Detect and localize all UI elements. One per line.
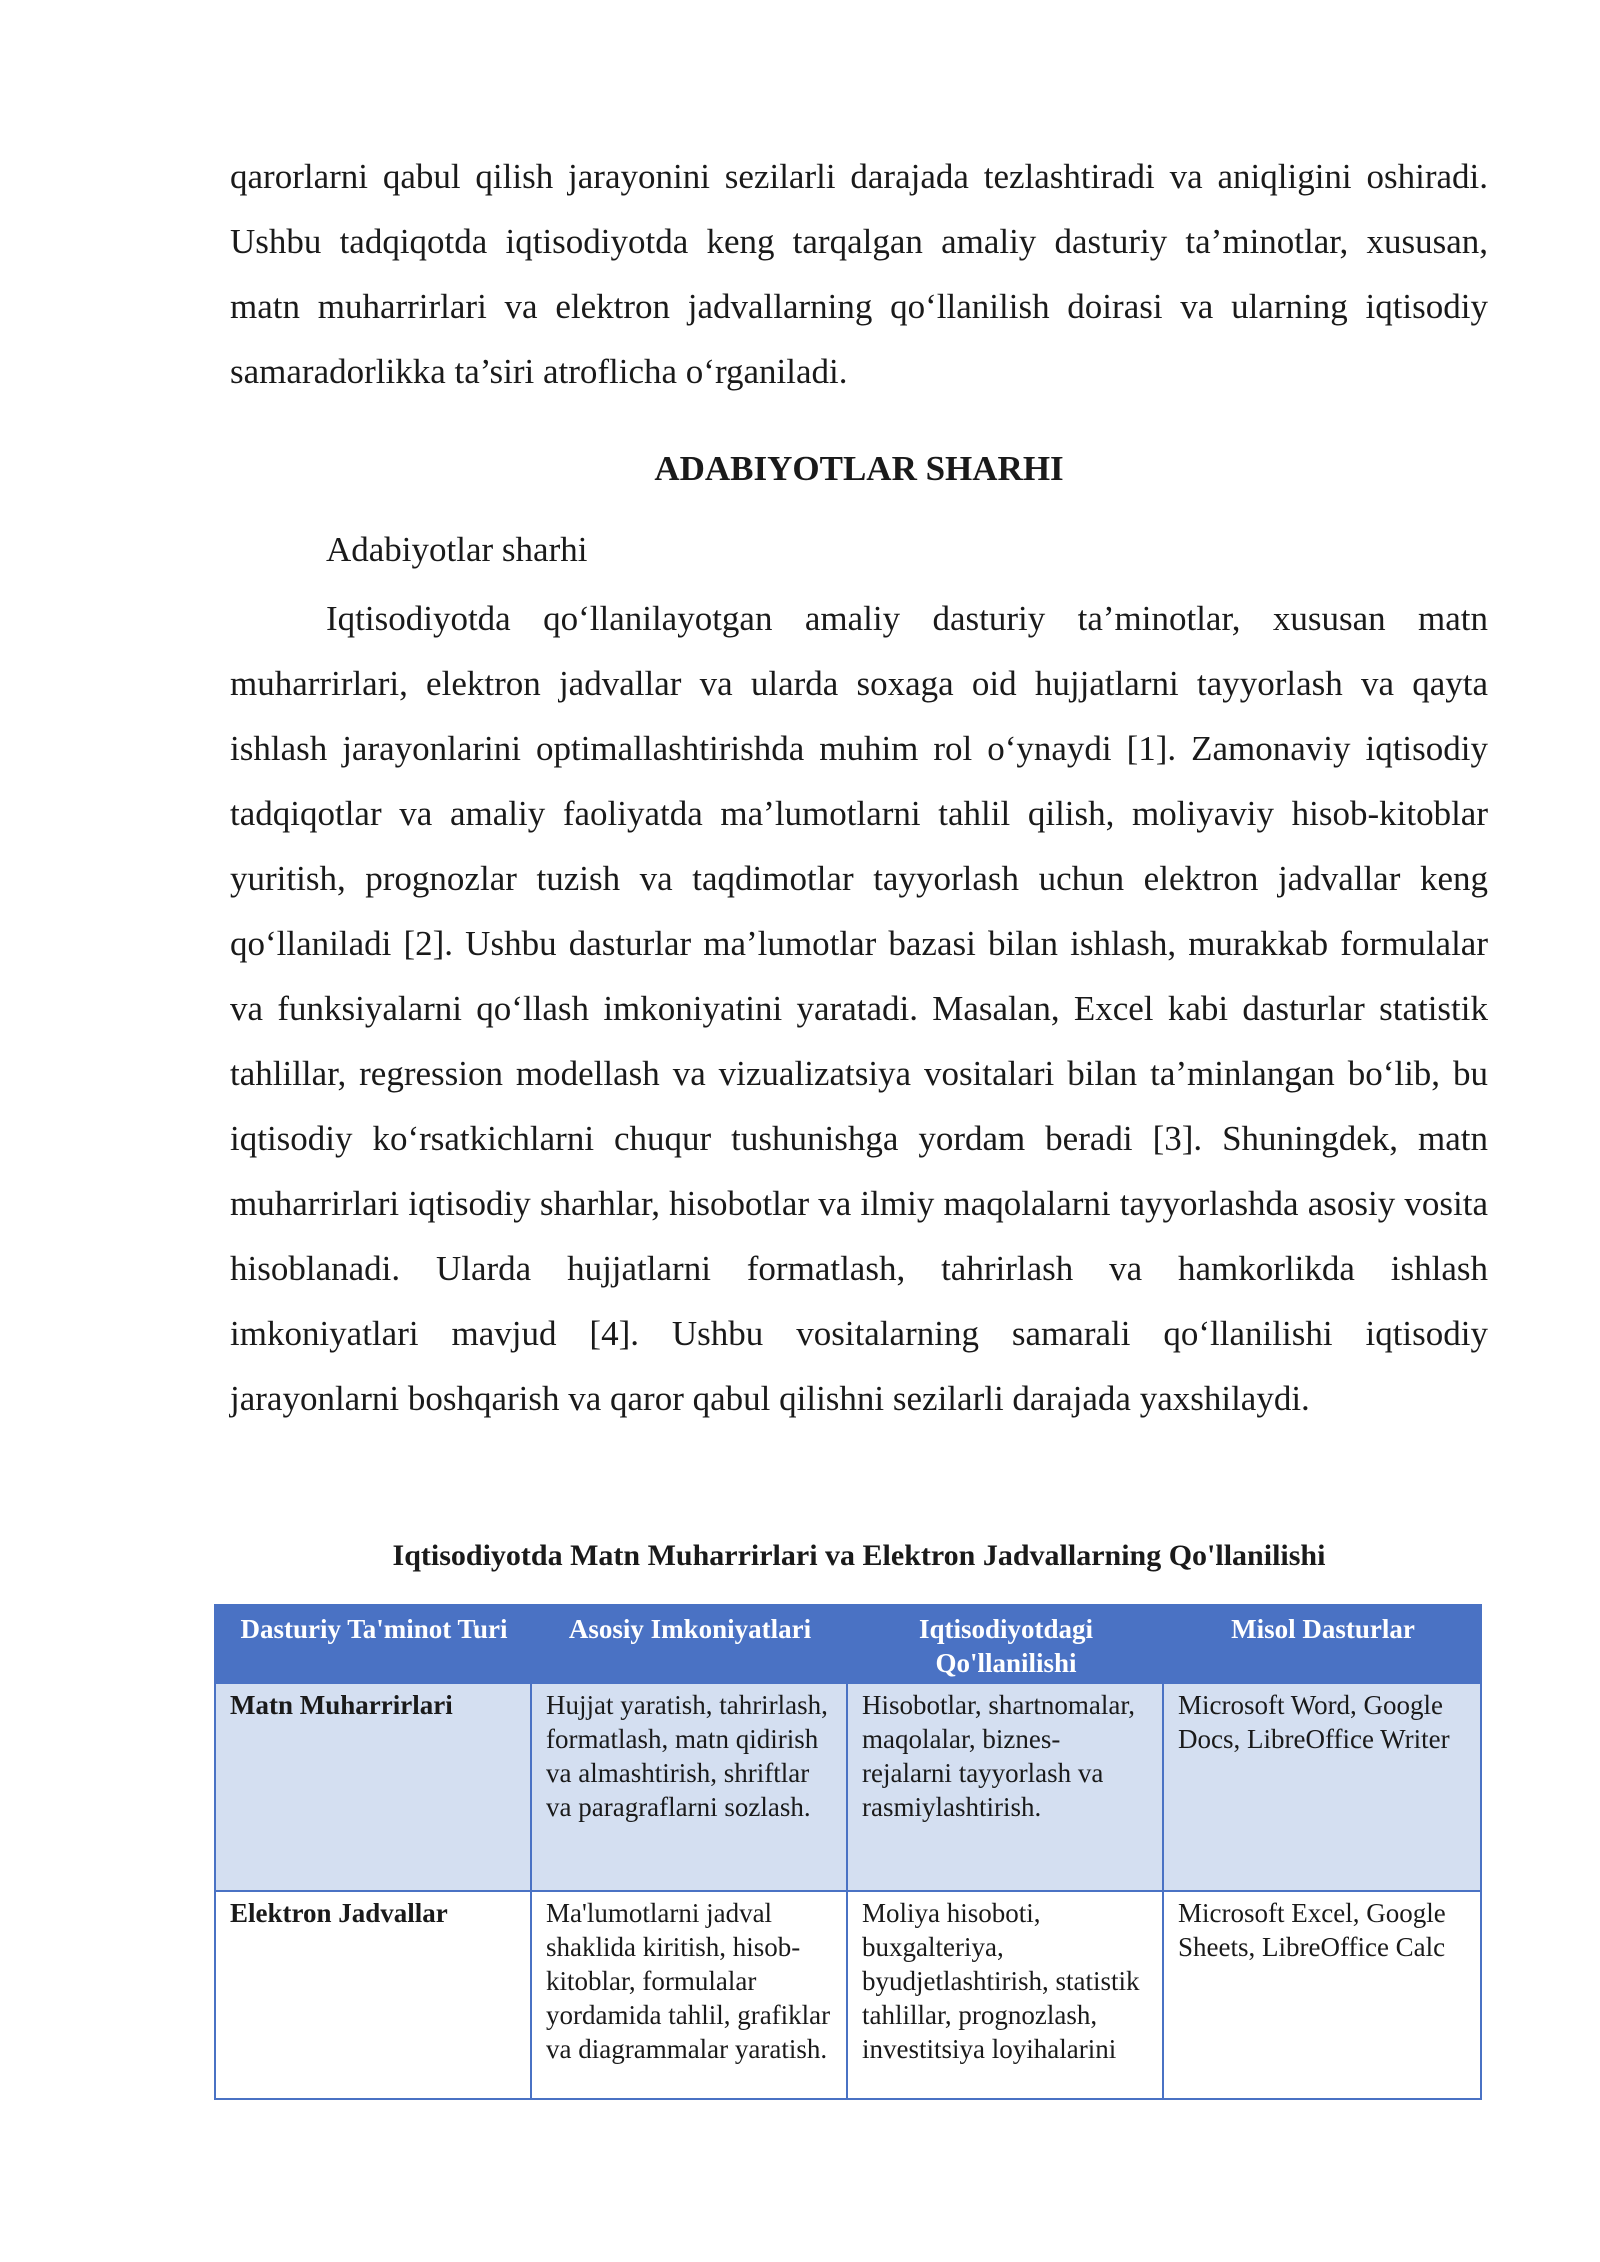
header-example-programs: Misol Dasturlar <box>1163 1605 1481 1683</box>
table-header-row <box>215 1605 1481 1683</box>
software-usage-table <box>214 1604 1482 2100</box>
section-subheading: Adabiyotlar sharhi <box>326 530 588 569</box>
table-row <box>215 1683 1481 1891</box>
header-software-type: Dasturiy Ta'minot Turi <box>215 1605 531 1683</box>
intro-paragraph: qarorlarni qabul qilish jarayonini sezilarli darajada tezlashtiradi va aniqligini oshiradi. Ushbu tadqiqotda iqtisodiyotda keng tarqalgan amaliy dasturiy ta’minotlar, xususan, matn muharrirlari va elektron jadvallarning qo‘llanilish doirasi va ularning iqtisodiy samaradorlikka ta’siri atroflicha o‘rganiladi. <box>230 157 1488 391</box>
cell-economic-usage: Moliya hisoboti, buxgalteriya, byudjetlashtirish, statistik tahlillar, prognozlash, investitsiya loyihalarini <box>847 1891 1163 2099</box>
header-main-features: Asosiy Imkoniyatlari <box>531 1605 847 1683</box>
cell-software-type: Elektron Jadvallar <box>215 1891 531 2099</box>
table-row <box>215 1891 1481 2099</box>
cell-main-features: Ma'lumotlarni jadval shaklida kiritish, hisob-kitoblar, formulalar yordamida tahlil, grafiklar va diagrammalar yaratish. <box>531 1891 847 2099</box>
literature-review-paragraph: Iqtisodiyotda qo‘llanilayotgan amaliy dasturiy ta’minotlar, xususan matn muharrirlari, elektron jadvallar va ularda soxaga oid hujjatlarni tayyorlash va qayta ishlash jarayonlarini optimallashtirishda muhim rol o‘ynaydi [1]. Zamonaviy iqtisodiy tadqiqotlar va amaliy faoliyatda ma’lumotlarni tahlil qilish, moliyaviy hisob-kitoblar yuritish, prognozlar tuzish va taqdimotlar tayyorlash uchun elektron jadvallar keng qo‘llaniladi [2]. Ushbu dasturlar ma’lumotlar bazasi bilan ishlash, murakkab formulalar va funksiyalarni qo‘llash imkoniyatini yaratadi. Masalan, Excel kabi dasturlar statistik tahlillar, regression modellash va vizualizatsiya vositalari bilan ta’minlangan bo‘lib, bu iqtisodiy ko‘rsatkichlarni chuqur tushunishga yordam beradi [3]. Shuningdek, matn muharrirlari iqtisodiy sharhlar, hisobotlar va ilmiy maqolalarni tayyorlashda asosiy vosita hisoblanadi. Ularda hujjatlarni formatlash, tahrirlash va hamkorlikda ishlash imkoniyatlari mavjud [4]. Ushbu vositalarning samarali qo‘llanilishi iqtisodiy jarayonlarni boshqarish va qaror qabul qilishni sezilarli darajada yaxshilaydi. <box>230 599 1488 1418</box>
section-heading: ADABIYOTLAR SHARHI <box>654 449 1064 488</box>
cell-software-type: Matn Muharrirlari <box>215 1683 531 1891</box>
cell-main-features: Hujjat yaratish, tahrirlash, formatlash, matn qidirish va almashtirish, shriftlar va paragraflarni sozlash. <box>531 1683 847 1891</box>
cell-economic-usage: Hisobotlar, shartnomalar, maqolalar, biznes-rejalarni tayyorlash va rasmiylashtirish. <box>847 1683 1163 1891</box>
cell-example-programs: Microsoft Excel, Google Sheets, LibreOffice Calc <box>1163 1891 1481 2099</box>
table-title: Iqtisodiyotda Matn Muharrirlari va Elektron Jadvallarning Qo'llanilishi <box>392 1539 1326 1572</box>
header-economic-usage: Iqtisodiyotdagi Qo'llanilishi <box>847 1605 1163 1683</box>
cell-example-programs: Microsoft Word, Google Docs, LibreOffice Writer <box>1163 1683 1481 1891</box>
